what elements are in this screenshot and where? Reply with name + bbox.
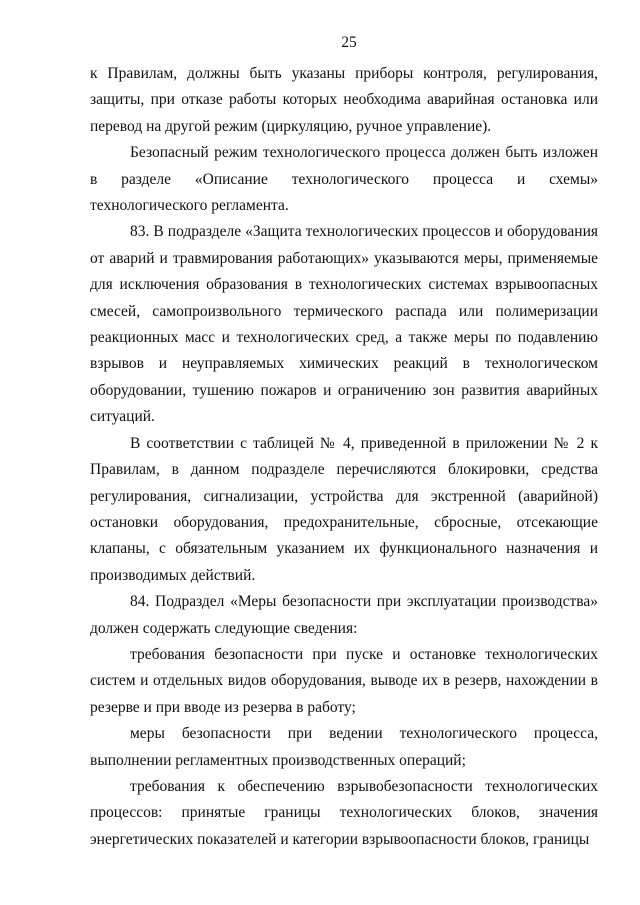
paragraph-5: 84. Подраздел «Меры безопасности при эксплуатации производства» должен содержать следующие сведения:	[90, 593, 598, 637]
paragraph-8: требования к обеспечению взрывобезопасности технологических процессов: принятые границы технологических блоков, значения энергетических показателей и категории взрывоопасности блоков, границы	[90, 777, 598, 848]
paragraph-7: меры безопасности при ведении технологического процесса, выполнении регламентных производственных операций;	[90, 725, 598, 769]
paragraph-1: к Правилам, должны быть указаны приборы контроля, регулирования, защиты, при отказе работы которых необходима аварийная остановка или перевод на другой режим (циркуляцию, ручное управление).	[90, 65, 598, 135]
paragraph-4: В соответствии с таблицей № 4, приведенной в приложении № 2 к Правилам, в данном подразделе перечисляются блокировки, средства регулирования, сигнализации, устройства для экстренной (аварийной) остановки оборудования, предохранительные, сбросные, отсекающие клапаны, с обязательным указанием их функционального назначения и производимых действий.	[90, 434, 598, 584]
paragraph-6: требования безопасности при пуске и остановке технологических систем и отдельных видов оборудования, выводе их в резерв, нахождении в резерве и при вводе из резерва в работу;	[90, 645, 598, 716]
paragraph-3: 83. В подразделе «Защита технологических процессов и оборудования от аварий и травмирования работающих» указываются меры, применяемые для исключения образования в технологических системах взрывоопасных смесей, самопроизвольного термического распада или полимеризации реакционных масс и технологических сред, а также меры по подавлению взрывов и неуправляемых химических реакций в технологическом оборудовании, тушению пожаров и ограничению зон развития аварийных ситуаций.	[90, 223, 598, 426]
paragraph-2: Безопасный режим технологического процесса должен быть изложен в разделе «Описание технологического процесса и схемы» технологического регламента.	[90, 144, 598, 215]
page-number: 25	[341, 34, 357, 51]
